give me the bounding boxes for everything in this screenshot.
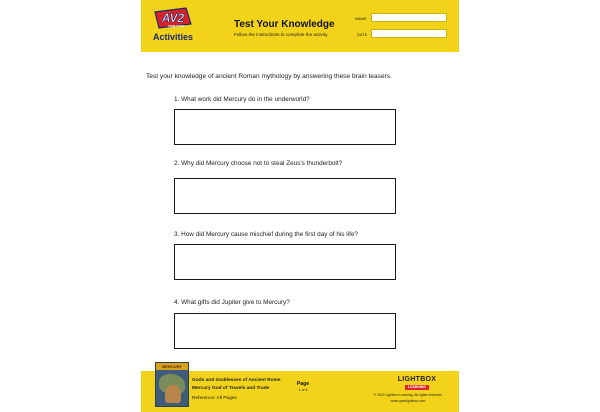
question-2: 2. Why did Mercury choose not to steal Zeus's thunderbolt? bbox=[174, 160, 343, 167]
book-cover-figure bbox=[165, 385, 181, 403]
lightbox-logo bbox=[387, 376, 447, 392]
page-label: Page bbox=[296, 381, 310, 387]
page-title: Test Your Knowledge bbox=[234, 19, 335, 30]
copyright-text: © 2022 Lightbox Learning. All rights reserved. bbox=[373, 393, 443, 397]
worksheet-page bbox=[141, 0, 459, 412]
date-field[interactable] bbox=[371, 29, 447, 38]
header-bar bbox=[141, 0, 459, 52]
book-title: Mercury God of Travels and Trade bbox=[192, 386, 270, 391]
footer-bar bbox=[141, 364, 459, 412]
av2-logo-badge bbox=[153, 6, 193, 30]
logo-sub: ANIMATION bbox=[167, 24, 185, 29]
question-4: 4. What gifts did Jupiter give to Mercury? bbox=[174, 299, 290, 306]
page-subtitle: Follow the instructions to complete the activity. bbox=[234, 32, 329, 37]
av2-logo bbox=[149, 6, 197, 46]
page-number: 1 of 4 bbox=[298, 388, 308, 392]
series-title: Gods and Goddesses of Ancient Rome bbox=[192, 378, 281, 383]
book-cover-title-band bbox=[156, 363, 188, 370]
logo-activities-label: Activities bbox=[152, 32, 194, 42]
logo-text: AV2 bbox=[161, 11, 185, 25]
reference-text: Reference: All Pages bbox=[192, 396, 237, 401]
date-label: DATE bbox=[357, 32, 368, 37]
book-cover-image bbox=[155, 362, 189, 407]
question-1: 1. What work did Mercury do in the underworld? bbox=[174, 96, 310, 103]
brand-sub: LEARNING bbox=[405, 385, 429, 390]
website-link[interactable]: www.openlightbox.com bbox=[390, 399, 426, 403]
question-3: 3. How did Mercury cause mischief during the first day of his life? bbox=[174, 231, 358, 238]
intro-text: Test your knowledge of ancient Roman mythology by answering these brain teasers. bbox=[146, 73, 392, 80]
answer-box-4[interactable] bbox=[174, 313, 396, 349]
name-label: NAME bbox=[355, 16, 367, 21]
brand-name: LIGHTBOX bbox=[397, 376, 437, 383]
book-cover-title: MERCURY bbox=[161, 364, 183, 369]
answer-box-3[interactable] bbox=[174, 244, 396, 280]
name-field[interactable] bbox=[371, 13, 447, 22]
answer-box-1[interactable] bbox=[174, 109, 396, 145]
answer-box-2[interactable] bbox=[174, 178, 396, 214]
